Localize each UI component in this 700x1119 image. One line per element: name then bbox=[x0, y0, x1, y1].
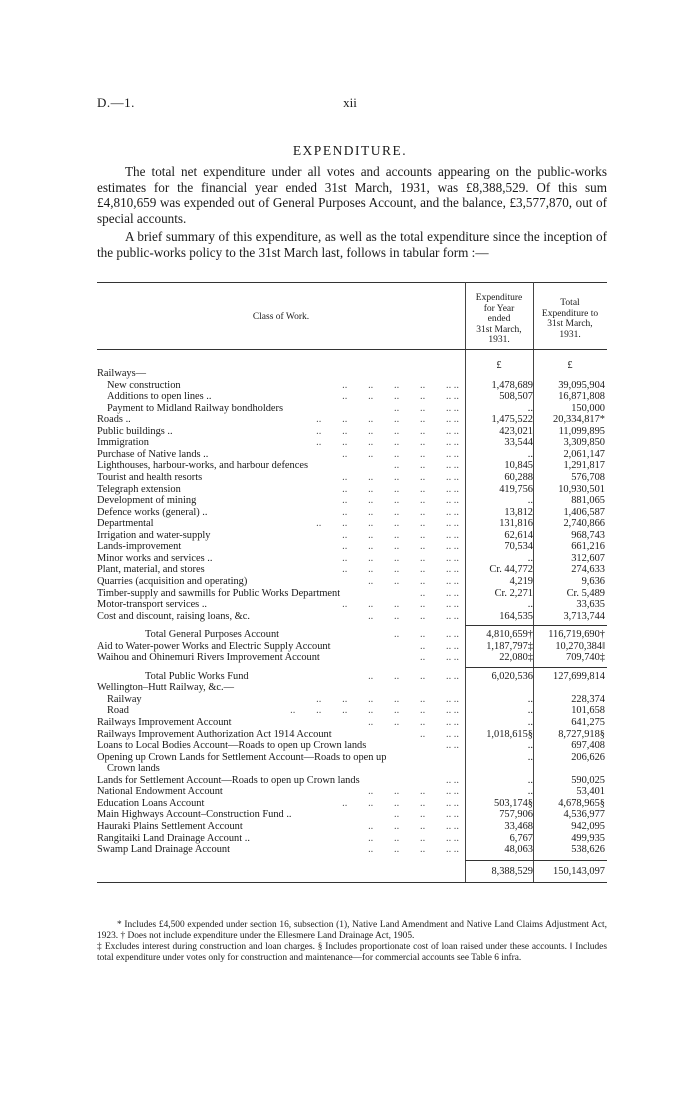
expenditure-total-value: 312,607 bbox=[571, 552, 605, 564]
expenditure-year-value: 503,174§ bbox=[494, 797, 533, 809]
row-label: National Endowment Account bbox=[97, 786, 223, 798]
footnote-1: * Includes £4,500 expended under section 16, subsection (1), Native Land Amendment and Native Land Claims Adjustment Act, 1923. † Does not include expenditure under the Ellesmere Land Drainage Act, 1905. bbox=[97, 920, 607, 941]
footnote-2: ‡ Excludes interest during construction and loan charges. § Includes proportionate cost of loan raised under these accounts. ‖ Includes total expenditure under votes only for construction and maintenance—for commercial accounts see Table 6 infra. bbox=[97, 942, 607, 963]
table-row bbox=[97, 786, 607, 798]
table-row bbox=[97, 717, 607, 729]
table-row bbox=[97, 729, 607, 741]
row-label: Hauraki Plains Settlement Account bbox=[97, 820, 243, 832]
row-label: Departmental bbox=[97, 518, 154, 530]
header-bottom-rule bbox=[97, 349, 607, 350]
table-row bbox=[97, 752, 607, 764]
expenditure-year-value: 131,816 bbox=[499, 518, 533, 530]
expenditure-year-value: 4,219 bbox=[509, 575, 533, 587]
expenditure-total-value: 33,635 bbox=[576, 599, 605, 610]
leader-dots: .. .. .. .. .. .. bbox=[342, 391, 459, 403]
expenditure-year-value: 1,478,689 bbox=[491, 379, 533, 391]
expenditure-total-value: 538,626 bbox=[571, 844, 605, 855]
expenditure-total-value: 2,061,147 bbox=[563, 448, 605, 460]
leader-dots: .. .. .. .. .. .. .. bbox=[316, 425, 459, 437]
expenditure-total-value: 206,626 bbox=[571, 751, 605, 763]
year-line: 31st March, bbox=[476, 324, 522, 335]
currency-symbol-total: £ bbox=[567, 360, 573, 371]
total-line: Expenditure to bbox=[541, 308, 599, 319]
expenditure-total-value: 4,536,977 bbox=[563, 809, 605, 821]
subtotal-rule bbox=[533, 625, 607, 626]
table-row bbox=[97, 588, 607, 600]
row-label: Rangitaiki Land Drainage Account .. bbox=[97, 832, 250, 844]
leader-dots: .. .. .. bbox=[420, 587, 459, 599]
expenditure-year-value: 164,535 bbox=[499, 610, 533, 622]
expenditure-year-value: 419,756 bbox=[499, 483, 533, 495]
expenditure-year-value: 48,063 bbox=[504, 844, 533, 855]
row-label: Minor works and services .. bbox=[97, 552, 213, 564]
row-label: Lighthouses, harbour-works, and harbour defences bbox=[97, 460, 309, 472]
table-row bbox=[97, 380, 607, 392]
leader-dots: .. .. .. .. .. .. bbox=[342, 472, 459, 483]
table-row bbox=[97, 368, 607, 380]
currency-symbol-year: £ bbox=[496, 360, 502, 371]
row-label: Wellington–Hutt Railway, &c.— bbox=[97, 682, 235, 694]
expenditure-total-value: 9,636 bbox=[581, 575, 605, 587]
table-row bbox=[97, 437, 607, 449]
expenditure-year-value: .. bbox=[527, 751, 533, 763]
row-label: Immigration bbox=[97, 437, 149, 449]
leader-dots: .. .. .. .. .. .. bbox=[342, 379, 459, 391]
expenditure-total-value: 499,935 bbox=[571, 832, 605, 844]
leader-dots: .. .. .. .. .. bbox=[368, 820, 459, 832]
table-row bbox=[97, 541, 607, 553]
section-title: EXPENDITURE. bbox=[292, 143, 408, 158]
expenditure-year-value: 508,507 bbox=[499, 391, 533, 403]
expenditure-year-value: .. bbox=[527, 786, 533, 798]
table-row bbox=[97, 553, 607, 565]
leader-dots: .. .. .. .. .. bbox=[368, 610, 459, 622]
leader-dots: .. .. .. .. .. .. bbox=[342, 529, 459, 541]
header-expenditure-for-year bbox=[465, 293, 533, 346]
header-class-of-work: Class of Work. bbox=[252, 312, 310, 322]
total-line: 1931. bbox=[559, 329, 581, 340]
expenditure-year-value: 13,812 bbox=[504, 506, 533, 518]
expenditure-year-value: 1,018,615§ bbox=[486, 728, 533, 740]
row-label: Crown lands bbox=[107, 763, 160, 775]
table-row bbox=[97, 576, 607, 588]
grand-total-rule bbox=[465, 860, 533, 861]
footnotes bbox=[97, 920, 607, 964]
expenditure-total-value: 1,406,587 bbox=[563, 506, 605, 518]
leader-dots: .. .. .. .. .. .. .. bbox=[316, 437, 459, 449]
year-line: for Year bbox=[483, 303, 515, 314]
expenditure-year-value: 10,845 bbox=[504, 460, 533, 472]
subtotal-rule bbox=[465, 667, 533, 668]
leader-dots: .. .. .. .. .. bbox=[368, 670, 459, 682]
leader-dots: .. .. .. .. .. .. bbox=[342, 448, 459, 460]
row-label: Development of mining bbox=[97, 495, 197, 507]
expenditure-year-value: .. bbox=[527, 448, 533, 460]
table-row bbox=[97, 449, 607, 461]
grand-total-rule bbox=[533, 860, 607, 861]
leader-dots: .. .. .. .. .. bbox=[368, 844, 459, 855]
paragraph-intro: The total net expenditure under all votes and accounts appearing on the public-works estimates for the financial year ended 31st March, 1931, was £8,388,529. Of this sum £4,810,659 was expended out of General Purposes Account, and the balance, £3,577,870, out of special accounts. bbox=[97, 164, 607, 226]
expenditure-year-value: 4,810,659† bbox=[486, 629, 533, 641]
row-label: Motor-transport services .. bbox=[97, 599, 208, 610]
expenditure-total-value: 228,374 bbox=[571, 693, 605, 705]
table-row bbox=[97, 809, 607, 821]
expenditure-total-value: 10,270,384‖ bbox=[555, 640, 605, 652]
expenditure-total-value: 881,065 bbox=[571, 495, 605, 507]
table-row bbox=[97, 641, 607, 653]
leader-dots: .. .. .. .. .. bbox=[368, 832, 459, 844]
expenditure-total-value: 8,727,918§ bbox=[558, 728, 605, 740]
row-label: Aid to Water-power Works and Electric Supply Account bbox=[97, 640, 331, 652]
leader-dots: .. .. .. bbox=[420, 652, 459, 664]
expenditure-total-value: 127,699,814 bbox=[553, 670, 605, 682]
expenditure-year-value: 423,021 bbox=[499, 425, 533, 437]
table-row bbox=[97, 798, 607, 810]
table-row bbox=[97, 564, 607, 576]
row-label: Swamp Land Drainage Account bbox=[97, 844, 231, 855]
leader-dots: .. .. .. .. bbox=[394, 402, 459, 414]
row-label: Railways Improvement Account bbox=[97, 717, 232, 728]
expenditure-total-value: 576,708 bbox=[571, 472, 605, 483]
table-row bbox=[97, 518, 607, 530]
expenditure-year-value: 1,475,522 bbox=[491, 414, 533, 426]
expenditure-year-value: .. bbox=[527, 402, 533, 414]
table-row bbox=[97, 652, 607, 664]
expenditure-year-value: 6,767 bbox=[509, 832, 533, 844]
expenditure-total-value: 4,678,965§ bbox=[558, 797, 605, 809]
expenditure-year-value: .. bbox=[527, 495, 533, 507]
row-label: Timber-supply and sawmills for Public Works Department bbox=[97, 587, 341, 599]
expenditure-total-value: 150,000 bbox=[571, 402, 605, 414]
expenditure-year-value: 22,080‡ bbox=[499, 652, 533, 664]
leader-dots: .. .. .. .. .. .. bbox=[342, 495, 459, 507]
table-row bbox=[97, 740, 607, 752]
document-reference: D.—1. bbox=[97, 95, 135, 110]
expenditure-year-value: 757,906 bbox=[499, 809, 533, 821]
leader-dots: .. .. .. bbox=[420, 728, 459, 740]
expenditure-year-value: .. bbox=[527, 693, 533, 705]
leader-dots: .. .. .. .. .. .. .. bbox=[316, 693, 459, 705]
expenditure-total-value: 3,713,744 bbox=[563, 610, 605, 622]
row-label: Main Highways Account–Construction Fund .. bbox=[97, 809, 292, 821]
table-row bbox=[97, 391, 607, 403]
expenditure-year-value: .. bbox=[527, 552, 533, 564]
leader-dots: .. .. .. .. bbox=[394, 629, 459, 641]
expenditure-total-value: 1,291,817 bbox=[563, 460, 605, 472]
expenditure-year-value: Cr. 2,271 bbox=[494, 587, 533, 599]
table-bottom-rule bbox=[97, 882, 607, 883]
row-label: Purchase of Native lands .. bbox=[97, 448, 209, 460]
expenditure-year-value: Cr. 44,772 bbox=[489, 564, 533, 576]
expenditure-year-value: .. bbox=[527, 774, 533, 786]
table-row bbox=[97, 705, 607, 717]
expenditure-year-value: 60,288 bbox=[504, 472, 533, 483]
expenditure-total-value: 116,719,690† bbox=[548, 629, 605, 641]
expenditure-year-value: 6,020,536 bbox=[491, 670, 533, 682]
leader-dots: .. .. .. .. .. .. bbox=[342, 552, 459, 564]
table-row bbox=[97, 484, 607, 496]
year-line: Expenditure bbox=[475, 293, 523, 303]
expenditure-total-value: 10,930,501 bbox=[558, 483, 605, 495]
leader-dots: .. .. .. .. .. bbox=[368, 717, 459, 728]
leader-dots: .. .. .. .. bbox=[394, 809, 459, 821]
expenditure-total-value: 3,309,850 bbox=[563, 437, 605, 449]
expenditure-total-value: Cr. 5,489 bbox=[566, 587, 605, 599]
table-row bbox=[97, 682, 607, 694]
leader-dots: .. .. .. .. .. .. bbox=[342, 483, 459, 495]
table-row bbox=[97, 694, 607, 706]
expenditure-total-value: 661,216 bbox=[571, 541, 605, 553]
expenditure-year-value: .. bbox=[527, 705, 533, 717]
row-label: Loans to Local Bodies Account—Roads to open up Crown lands bbox=[97, 740, 367, 752]
expenditure-total-value: 39,095,904 bbox=[558, 379, 605, 391]
expenditure-total-value: 2,740,866 bbox=[563, 518, 605, 530]
row-label: Education Loans Account bbox=[97, 797, 205, 809]
expenditure-total-value: 968,743 bbox=[571, 529, 605, 541]
row-label: Total Public Works Fund bbox=[145, 670, 249, 682]
table-row bbox=[97, 530, 607, 542]
table-row bbox=[97, 671, 607, 683]
row-label: Telegraph extension bbox=[97, 483, 181, 495]
leader-dots: .. .. .. .. .. .. bbox=[342, 564, 459, 576]
row-label: Defence works (general) .. bbox=[97, 506, 208, 518]
row-label: Additions to open lines .. bbox=[107, 391, 212, 403]
subtotal-rule bbox=[465, 625, 533, 626]
leader-dots: .. .. bbox=[446, 774, 459, 786]
table-row bbox=[97, 821, 607, 833]
expenditure-total-value: 590,025 bbox=[571, 774, 605, 786]
row-label: Payment to Midland Railway bondholders bbox=[107, 402, 284, 414]
table-row bbox=[97, 426, 607, 438]
row-label: Railway bbox=[107, 693, 142, 705]
table-row bbox=[97, 763, 607, 775]
header-total-expenditure bbox=[533, 298, 607, 340]
expenditure-year-value: .. bbox=[527, 599, 533, 610]
row-label: Quarries (acquisition and operating) bbox=[97, 575, 248, 587]
grand-total-overall: 150,143,097 bbox=[553, 865, 605, 877]
total-line: 31st March, bbox=[547, 319, 593, 329]
row-label: Irrigation and water-supply bbox=[97, 529, 211, 541]
leader-dots: .. .. .. .. .. .. bbox=[342, 541, 459, 553]
expenditure-year-value: 1,187,797‡ bbox=[486, 640, 533, 652]
row-label: Public buildings .. bbox=[97, 425, 173, 437]
grand-total-row bbox=[97, 866, 607, 878]
table-row bbox=[97, 775, 607, 787]
table-row bbox=[97, 611, 607, 623]
grand-total-year: 8,388,529 bbox=[491, 865, 533, 877]
row-label: Opening up Crown Lands for Settlement Account—Roads to open up bbox=[97, 751, 387, 763]
table-row bbox=[97, 472, 607, 484]
leader-dots: .. .. .. .. .. .. bbox=[342, 506, 459, 518]
leader-dots: .. .. .. bbox=[420, 640, 459, 652]
expenditure-total-value: 53,401 bbox=[576, 786, 605, 798]
leader-dots: .. .. .. .. .. .. .. bbox=[316, 518, 459, 530]
leader-dots: .. .. .. .. .. .. .. bbox=[316, 414, 459, 426]
expenditure-year-value: .. bbox=[527, 740, 533, 752]
row-label: Roads .. bbox=[97, 414, 131, 426]
table-row bbox=[97, 460, 607, 472]
table-row bbox=[97, 403, 607, 415]
page-number: xii bbox=[343, 95, 357, 110]
expenditure-total-value: 641,275 bbox=[571, 717, 605, 728]
table-row bbox=[97, 599, 607, 611]
expenditure-total-value: 274,633 bbox=[571, 564, 605, 576]
row-label: Plant, material, and stores bbox=[97, 564, 205, 576]
leader-dots: .. .. bbox=[446, 740, 459, 752]
row-label: Waihou and Ohinemuri Rivers Improvement Account bbox=[97, 652, 320, 664]
table-top-rule bbox=[97, 282, 607, 283]
expenditure-total-value: 16,871,808 bbox=[558, 391, 605, 403]
total-line: Total bbox=[560, 298, 580, 308]
expenditure-year-value: .. bbox=[527, 717, 533, 728]
row-label: Lands for Settlement Account—Roads to open up Crown lands bbox=[97, 774, 360, 786]
paragraph-summary: A brief summary of this expenditure, as well as the total expenditure since the inception of the public-works policy to the 31st March last, follows in tabular form :— bbox=[97, 229, 607, 260]
leader-dots: .. .. .. .. .. bbox=[368, 575, 459, 587]
leader-dots: .. .. .. .. .. .. bbox=[342, 599, 459, 610]
row-label: Total General Purposes Account bbox=[145, 629, 280, 641]
leader-dots: .. .. .. .. .. .. bbox=[342, 797, 459, 809]
leader-dots: .. .. .. .. .. .. .. .. bbox=[290, 705, 459, 717]
expenditure-total-value: 101,658 bbox=[571, 705, 605, 717]
expenditure-year-value: 33,468 bbox=[504, 820, 533, 832]
expenditure-total-value: 942,095 bbox=[571, 820, 605, 832]
expenditure-year-value: 70,534 bbox=[504, 541, 533, 553]
leader-dots: .. .. .. .. .. bbox=[368, 786, 459, 798]
expenditure-year-value: 33,544 bbox=[504, 437, 533, 449]
subtotal-rule bbox=[533, 667, 607, 668]
row-label: Tourist and health resorts bbox=[97, 472, 203, 483]
expenditure-total-value: 11,099,895 bbox=[558, 425, 605, 437]
expenditure-total-value: 697,408 bbox=[571, 740, 605, 752]
expenditure-year-value: 62,614 bbox=[504, 529, 533, 541]
table-row bbox=[97, 495, 607, 507]
table-row bbox=[97, 629, 607, 641]
table-row bbox=[97, 844, 607, 856]
year-line: ended bbox=[487, 314, 511, 324]
expenditure-total-value: 709,740‡ bbox=[566, 652, 605, 664]
table-row bbox=[97, 833, 607, 845]
year-line: 1931. bbox=[488, 335, 510, 345]
row-label: New construction bbox=[107, 379, 181, 391]
row-label: Road bbox=[107, 705, 129, 717]
leader-dots: .. .. .. .. bbox=[394, 460, 459, 472]
expenditure-total-value: 20,334,817* bbox=[553, 414, 605, 426]
row-label: Lands-improvement bbox=[97, 541, 182, 553]
row-label: Cost and discount, raising loans, &c. bbox=[97, 610, 250, 622]
table-row bbox=[97, 507, 607, 519]
row-label: Railways— bbox=[97, 368, 147, 379]
row-label: Railways Improvement Authorization Act 1914 Account bbox=[97, 728, 332, 740]
table-row bbox=[97, 414, 607, 426]
